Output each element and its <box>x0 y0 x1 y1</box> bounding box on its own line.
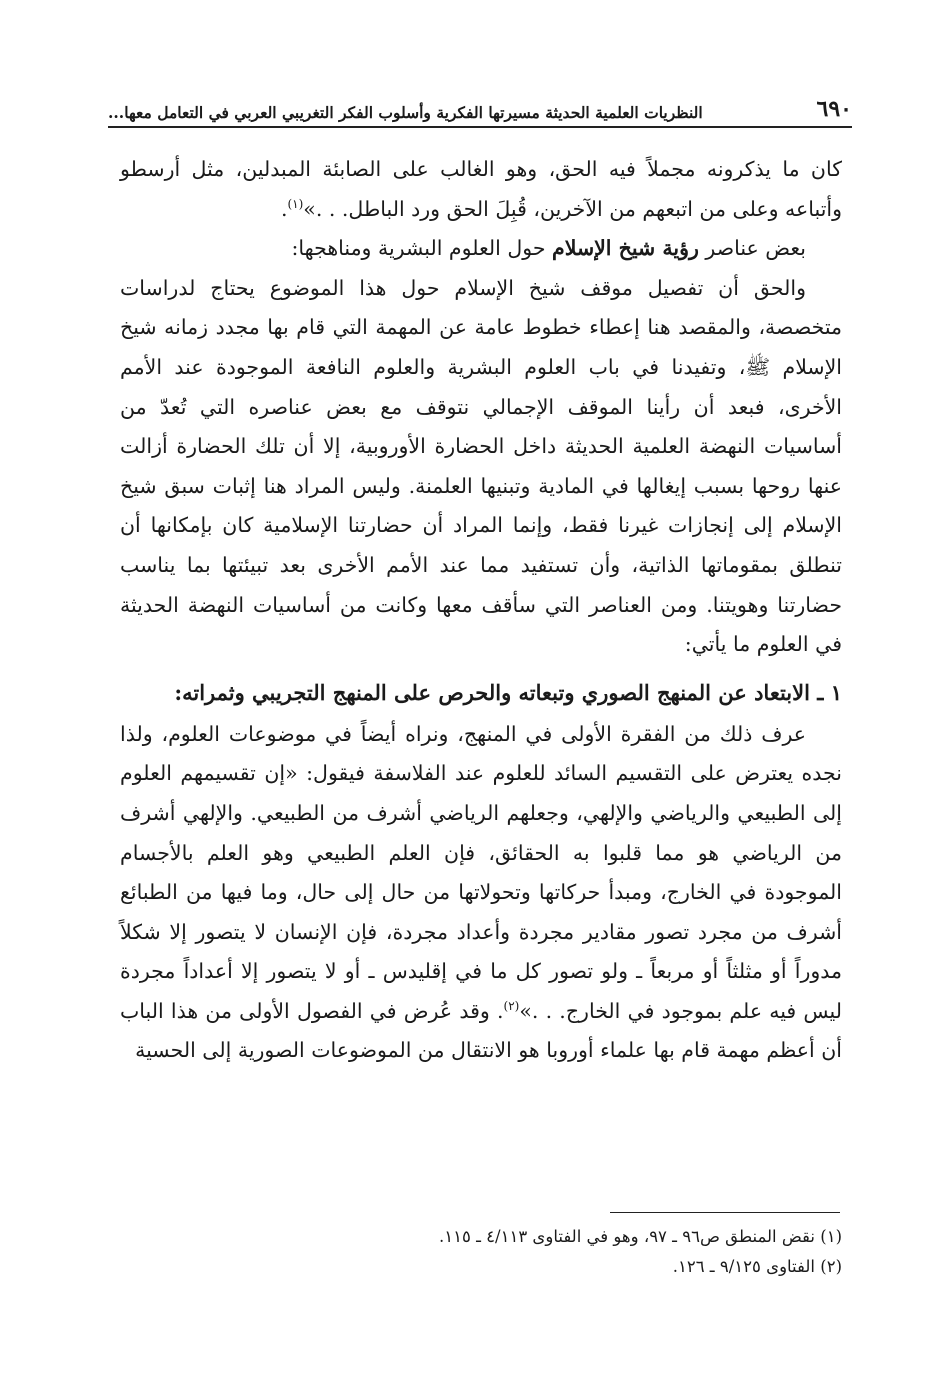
paragraph-method: عرف ذلك من الفقرة الأولى في المنهج، ونراه أيضاً في موضوعات العلوم، ولذا نجده يعترض على التقسيم السائد للعلوم عند الفلاسفة فيقول: «إن تقسيمهم العلوم إلى الطبيعي والرياضي والإلهي، وجعلهم الرياضي أشرف من الطبيعي. والإلهي أشرف من الرياضي هو مما قلبوا به الحقائق، فإن العلم الطبيعي وهو العلم بالأجسام الموجودة في الخارج، ومبدأ حركاتها وتحولاتها من حال إلى حال، وما فيها من الطبائع أشرف من مجرد تصور مقادير مجردة وأعداد مجردة، فإن الإنسان لا يتصور إلا شكلاً مدوراً أو مثلثاً أو مربعاً ـ ولو تصور كل ما في إقليدس ـ أو لا يتصور إلا أعداداً مجردة ليس فيه علم بموجود في الخارج. . .»$^{(٢)}$. وقد عُرض في الفصول الأولى من هذا الباب أن أعظم مهمة قام بها علماء أوروبا هو الانتقال من الموضوعات الصورية إلى الحسية <box>120 721 842 1063</box>
footnote-ref-1[interactable]: (١) <box>287 196 304 211</box>
section-intro-line: بعض عناصر رؤية شيخ الإسلام حول العلوم البشرية ومناهجها: <box>291 236 806 261</box>
footnote-2: (٢) الفتاوى ٩/١٢٥ ـ ١٢٦. <box>672 1257 842 1276</box>
page-header <box>108 92 852 128</box>
footnote-1: (١) نقض المنطق ص٩٦ ـ ٩٧، وهو في الفتاوى ٤/١١٣ ـ ١١٥. <box>439 1227 842 1246</box>
paragraph-main: والحق أن تفصيل موقف شيخ الإسلام حول هذا الموضوع يحتاج لدراسات متخصصة، والمقصد هنا إعطاء خطوط عامة عن المهمة التي قام بها مجدد زمانه شيخ الإسلام ﷺ، وتفيدنا في باب العلوم البشرية والعلوم النافعة الموجودة عند الأمم الأخرى، فبعد أن رأينا الموقف الإجمالي نتوقف مع بعض عناصره التي تُعدّ من أساسيات النهضة العلمية الحديثة داخل الحضارة الأوروبية، إلا أن تلك الحضارة أزالت عنها روحها بسبب إيغالها في المادية وتبنيها العلمنة. وليس المراد هنا إثبات سبق شيخ الإسلام إلى إنجازات غيرنا فقط، وإنما المراد أن حضارتنا الإسلامية كان بإمكانها أن تنطلق بمقوماتها الذاتية، وأن تستفيد مما عند الأمم الأخرى بعد تبيئتها بما يناسب حضارتنا وهويتنا. ومن العناصر التي سأقف معها وكانت من أساسيات النهضة الحديثة في العلوم ما يأتي: <box>120 275 842 657</box>
main-text <box>120 150 842 1071</box>
page-number: ٦٩٠ <box>816 96 852 122</box>
paragraph-quote-end: كان ما يذكرونه مجملاً فيه الحق، وهو الغالب على الصابئة المبدلين، مثل أرسطو وأتباعه وعلى من اتبعهم من الآخرين، قُبِلَ الحق ورد الباطل. . .»$^{(١)}$. <box>120 157 842 221</box>
footnotes <box>230 1222 842 1282</box>
running-title: النظريات العلمية الحديثة مسيرتها الفكرية وأسلوب الفكر التغريبي العربي في التعامل معها... <box>108 103 703 122</box>
bold-term: رؤية شيخ الإسلام <box>552 236 699 261</box>
footnote-ref-2[interactable]: (٢) <box>503 999 520 1014</box>
section-heading: ١ ـ الابتعاد عن المنهج الصوري وتبعاته والحرص على المنهج التجريبي وثمراته: <box>174 679 842 705</box>
footnote-divider <box>610 1212 840 1213</box>
